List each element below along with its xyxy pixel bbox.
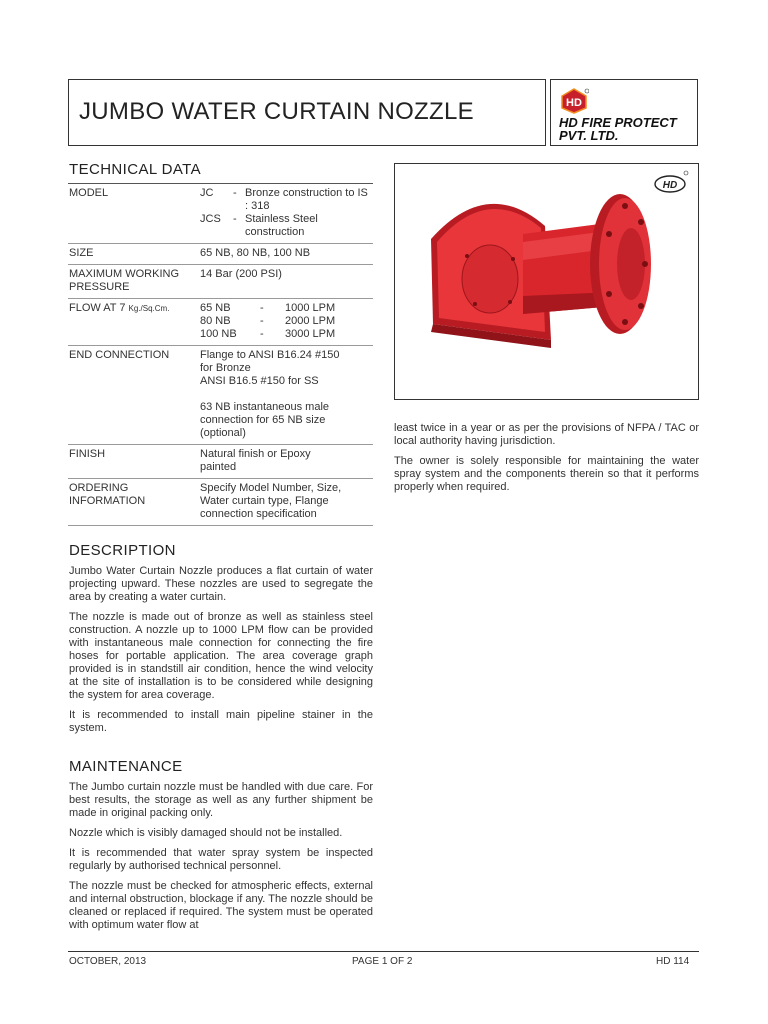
- model-jc-desc: Bronze construction to IS : 318: [245, 187, 368, 212]
- table-row: [68, 265, 373, 299]
- maintenance-continued-text: [394, 422, 699, 501]
- table-row: [68, 346, 373, 445]
- logo-line-2: PVT. LTD.: [559, 128, 619, 143]
- pressure-value: 14 Bar (200 PSI): [200, 265, 373, 299]
- model-jcs-code: JCS: [200, 213, 221, 225]
- end-connection-line-2: ANSI B16.5 #150 for SS: [200, 375, 319, 387]
- nozzle-image: [395, 164, 700, 401]
- logo-mark-text: HD: [566, 97, 582, 109]
- finish-value: Natural finish or Epoxy painted: [200, 445, 373, 479]
- end-connection-line-1: Flange to ANSI B16.24 #150 for Bronze: [200, 349, 340, 374]
- maintenance-paragraph: The nozzle must be checked for atmospheric effects, external and internal obstruction, blockage if any. The nozzle should be cleaned or replaced if required. The system must be operated with optimum water flow at: [69, 880, 373, 931]
- company-logo-box: [550, 79, 698, 146]
- description-text: [69, 565, 373, 742]
- flow-unit: Kg./Sq.Cm.: [128, 304, 170, 313]
- flow-size: 65 NB: [200, 302, 231, 314]
- model-label: MODEL: [68, 184, 200, 244]
- table-row: [68, 479, 373, 526]
- end-connection-line-3: 63 NB instantaneous male connection for 65 NB size (optional): [200, 401, 330, 439]
- flow-label-cell: [68, 299, 200, 346]
- footer-page-number: PAGE 1 OF 2: [352, 956, 413, 967]
- page-title: JUMBO WATER CURTAIN NOZZLE: [79, 98, 474, 125]
- footer-doc-code: HD 114: [656, 956, 690, 967]
- flow-size: 100 NB: [200, 328, 237, 340]
- model-jc-code: JC: [200, 187, 214, 199]
- logo-company-name: [559, 116, 677, 142]
- hd-badge-icon: [655, 171, 688, 192]
- flow-lpm: 2000 LPM: [285, 315, 336, 327]
- end-connection-label: END CONNECTION: [68, 346, 200, 445]
- description-heading: DESCRIPTION: [69, 542, 176, 559]
- end-connection-value: [200, 346, 373, 445]
- model-value: JC - Bronze construction to IS : 318 JCS - Stainless Steel construction: [200, 184, 373, 244]
- flow-label: FLOW AT 7: [69, 302, 126, 314]
- description-paragraph: It is recommended to install main pipeline stainer in the system.: [69, 709, 373, 734]
- maintenance-paragraph: The Jumbo curtain nozzle must be handled with due care. For best results, the storage as well as any further shipment be made in original packing only.: [69, 781, 373, 819]
- hd-logo-icon: [559, 88, 589, 114]
- maintenance-paragraph: Nozzle which is visibly damaged should not be installed.: [69, 827, 343, 839]
- badge-text: HD: [662, 180, 678, 191]
- ordering-label: ORDERING INFORMATION: [68, 479, 200, 526]
- maintenance-paragraph: least twice in a year or as per the provisions of NFPA / TAC or local authority having jurisdiction.: [394, 422, 699, 447]
- maintenance-paragraph: It is recommended that water spray system be inspected regularly by authorised technical personnel.: [69, 847, 373, 872]
- maintenance-text: [69, 781, 373, 939]
- description-paragraph: Jumbo Water Curtain Nozzle produces a flat curtain of water projecting upward. These nozzles are used to segregate the area by creating a water curtain.: [69, 565, 373, 603]
- product-image-box: [394, 163, 699, 400]
- logo-line-1: HD FIRE PROTECT: [559, 115, 677, 130]
- table-row: [68, 299, 373, 346]
- size-value: 65 NB, 80 NB, 100 NB: [200, 244, 373, 265]
- maintenance-heading: MAINTENANCE: [69, 758, 183, 775]
- ordering-value: Specify Model Number, Size, Water curtain type, Flange connection specification: [200, 479, 373, 526]
- table-row: [68, 445, 373, 479]
- model-jcs-desc: Stainless Steel construction: [245, 213, 318, 238]
- finish-label: FINISH: [68, 445, 200, 479]
- description-paragraph: The nozzle is made out of bronze as well as stainless steel construction. A nozzle up to 1000 LPM flow can be provided with instantaneous male connection for connecting the fire hoses for portable application. The area coverage graph provided is in standstill air condition, hence the wind velocity at the site of installation is to be considered while designing the system for area coverage.: [69, 611, 373, 701]
- pressure-label: MAXIMUM WORKING PRESSURE: [68, 265, 200, 299]
- flow-size: 80 NB: [200, 315, 231, 327]
- flow-lpm: 3000 LPM: [285, 328, 336, 340]
- table-row: [68, 184, 373, 244]
- technical-data-table: [68, 183, 373, 526]
- flow-lpm: 1000 LPM: [285, 302, 336, 314]
- technical-data-heading: TECHNICAL DATA: [69, 161, 202, 178]
- title-box: [68, 79, 546, 146]
- flow-value: 65 NB - 1000 LPM 80 NB - 2000 LPM 100 NB - 3000 LPM: [200, 299, 373, 346]
- table-row: [68, 244, 373, 265]
- size-label: SIZE: [68, 244, 200, 265]
- footer-divider: [68, 951, 699, 952]
- maintenance-paragraph: The owner is solely responsible for maintaining the water spray system and the components therein so that it performs properly when required.: [394, 455, 699, 493]
- footer-date: OCTOBER, 2013: [69, 956, 147, 967]
